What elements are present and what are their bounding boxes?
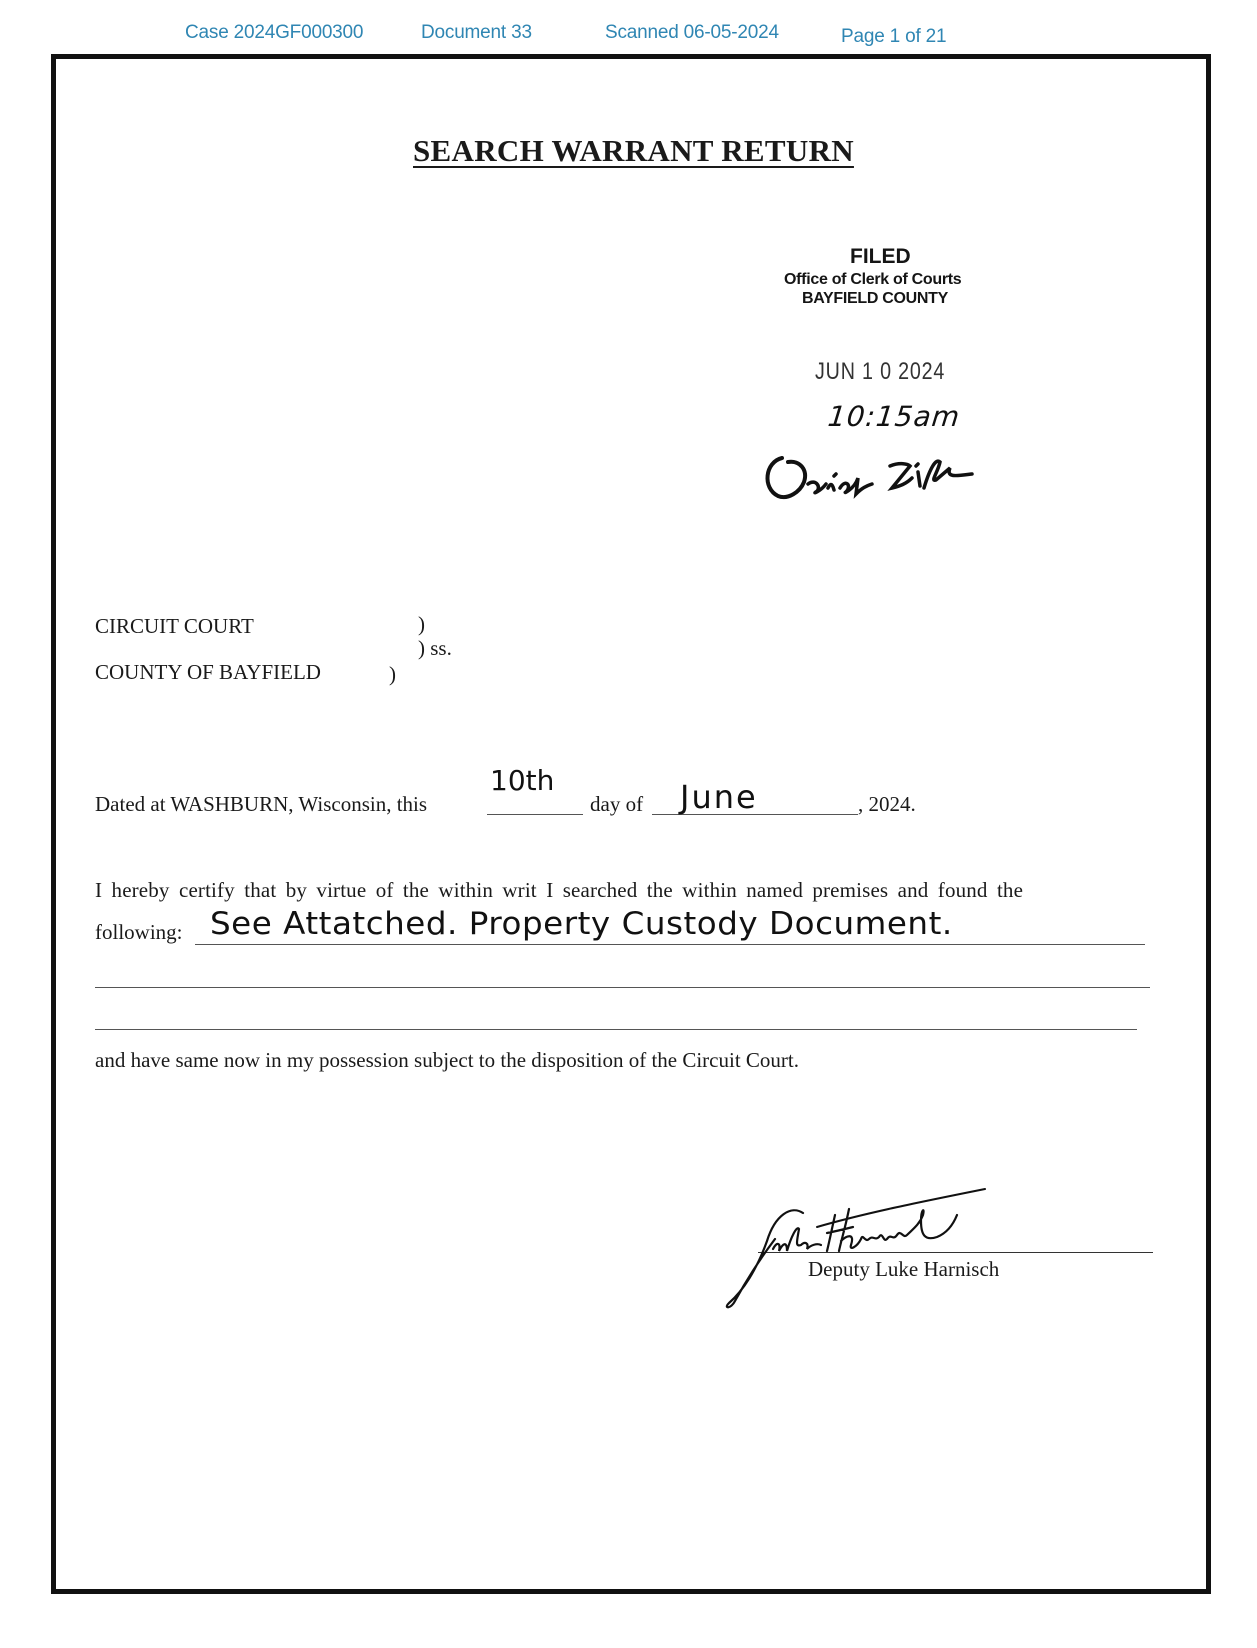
found-items-line-3: [95, 1029, 1137, 1030]
venue-ss: ) ss.: [418, 636, 452, 660]
found-items-handwritten: See Attatched. Property Custody Document.: [210, 906, 953, 942]
stamp-county: BAYFIELD COUNTY: [802, 290, 949, 307]
document-title: SEARCH WARRANT RETURN: [413, 133, 854, 168]
venue-paren-1: ): [418, 612, 425, 636]
dated-year: , 2024.: [858, 792, 916, 816]
certify-following-label: following:: [95, 920, 183, 944]
clerk-signature-icon: [760, 448, 1020, 508]
closing-text: and have same now in my possession subject to the disposition of the Circuit Court.: [95, 1048, 800, 1072]
venue-county: COUNTY OF BAYFIELD: [95, 660, 321, 684]
stamp-date: JUN 1 0 2024: [815, 358, 946, 385]
certify-text: I hereby certify that by virtue of the within writ I searched the within named premises and found the: [95, 878, 1024, 902]
page-indicator: Page 1 of 21: [841, 26, 947, 47]
day-handwritten: 10th: [490, 764, 555, 797]
dated-middle: day of: [590, 792, 644, 816]
document-border: [51, 54, 1211, 1594]
dated-prefix: Dated at WASHBURN, Wisconsin, this: [95, 792, 428, 816]
found-items-line-2: [95, 987, 1150, 988]
stamp-office: Office of Clerk of Courts: [784, 271, 962, 288]
day-blank-line: [487, 814, 583, 815]
scanned-date: Scanned 06-05-2024: [605, 22, 779, 43]
document-number: Document 33: [421, 22, 532, 43]
officer-signature-icon: [725, 1185, 1065, 1315]
venue-paren-2: ): [389, 662, 396, 686]
case-number: Case 2024GF000300: [185, 22, 364, 43]
stamp-filed-label: FILED: [850, 245, 911, 268]
officer-printed-name: Deputy Luke Harnisch: [808, 1257, 1000, 1281]
month-handwritten: June: [680, 778, 758, 816]
found-items-line-1: [195, 944, 1145, 945]
stamp-time-handwritten: 10:15am: [826, 400, 962, 433]
venue-court: CIRCUIT COURT: [95, 614, 254, 638]
